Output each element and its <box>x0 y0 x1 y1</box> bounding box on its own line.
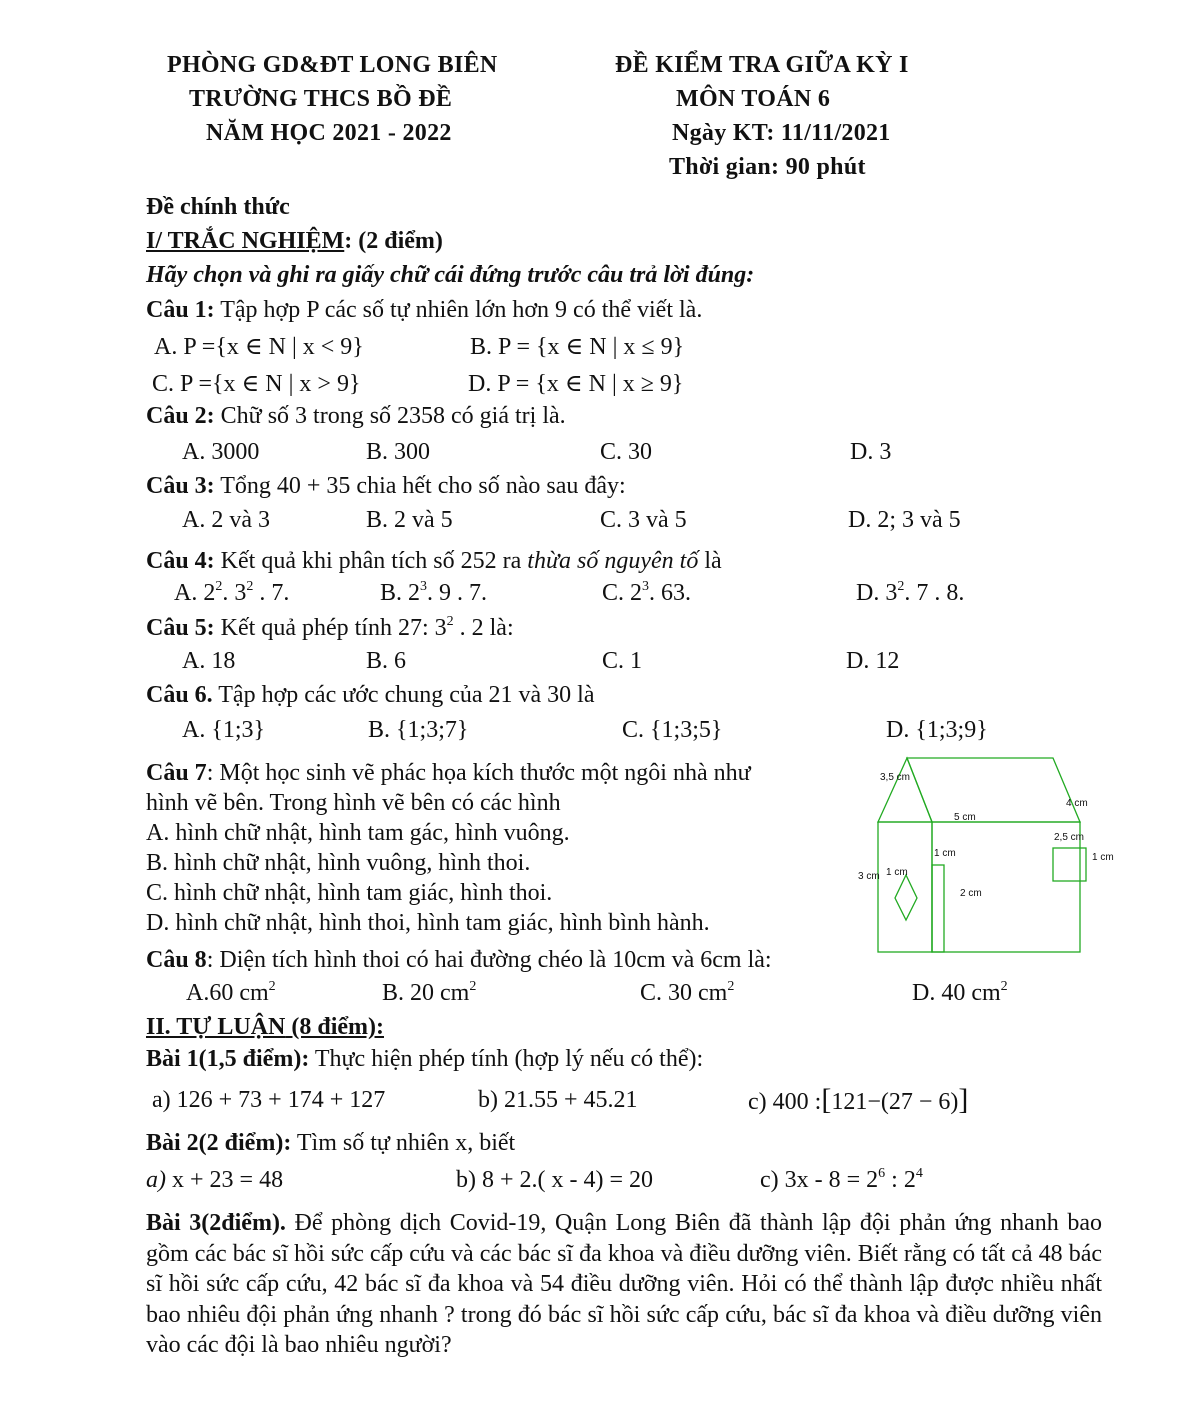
part2-heading <box>146 1012 384 1042</box>
exercise-label: Bài 1(1,5 điểm): <box>146 1046 310 1072</box>
left-bracket: [ <box>821 1083 832 1116</box>
expression-text: c) 3x - 8 = 2 <box>760 1167 879 1193</box>
q8-option-a <box>186 978 276 1008</box>
exercise-2 <box>146 1128 515 1158</box>
exponent: 6 <box>878 1166 886 1181</box>
question-label: Câu 4: <box>146 548 215 574</box>
exponent: 2 <box>215 579 223 594</box>
ex1-part-b: b) 21.55 + 45.21 <box>478 1087 638 1113</box>
question-text: Chữ số 3 trong số 2358 có giá trị là. <box>214 403 566 429</box>
q7-option-b: B. hình chữ nhật, hình vuông, hình thoi. <box>146 850 531 876</box>
department-name: PHÒNG GD&ĐT LONG BIÊN <box>167 52 498 78</box>
question-7 <box>146 758 751 788</box>
question-text: Tập hợp P các số tự nhiên lớn hơn 9 có thể viết là. <box>214 297 703 323</box>
right-bracket: ] <box>958 1083 969 1116</box>
question-label: Câu 8 <box>146 947 207 973</box>
q6-option-c: C. {1;3;5} <box>622 717 723 743</box>
q7-option-d: D. hình chữ nhật, hình thoi, hình tam giác, hình bình hành. <box>146 910 710 936</box>
expression-text: x + 23 = 48 <box>166 1167 284 1193</box>
q3-option-d: D. 2; 3 và 5 <box>848 507 961 533</box>
label-roof-width: 5 cm <box>954 812 976 823</box>
question-4 <box>146 546 722 576</box>
q2-option-a: A. 3000 <box>182 439 260 465</box>
house-front-wall <box>878 822 932 952</box>
question-5 <box>146 613 514 643</box>
exponent: 2 <box>246 579 254 594</box>
house-door <box>932 865 944 952</box>
expression-text: c) 400 : <box>748 1089 822 1115</box>
q6-option-b: B. {1;3;7} <box>368 717 469 743</box>
option-text: C. 30 cm <box>640 980 728 1006</box>
option-text: . 7. <box>253 580 290 606</box>
exercise-label: Bài 2(2 điểm): <box>146 1130 292 1156</box>
q8-option-c <box>640 978 734 1008</box>
question-1 <box>146 295 702 325</box>
q3-option-a: A. 2 và 3 <box>182 507 270 533</box>
question-text: Kết quả khi phân tích số 252 ra <box>214 548 528 574</box>
option-text: C. 2 <box>602 580 643 606</box>
option-text: . 3 <box>222 580 247 606</box>
question-text-end: . 2 là: <box>453 615 514 641</box>
exercise-label: Bài 3(2điểm). <box>146 1210 286 1236</box>
label-wall-height: 2,5 cm <box>1054 832 1085 843</box>
exponent: 3 <box>642 579 650 594</box>
option-text: A.60 cm <box>186 980 269 1006</box>
q1-option-a: A. P ={x ∈ N | x < 9} <box>154 334 364 360</box>
option-text: D. 40 cm <box>912 980 1001 1006</box>
exercise-text: Để phòng dịch Covid-19, Quận Long Biên đã thành lập đội phản ứng nhanh bao gồm các bác sĩ hồi sức cấp cứu và các bác sĩ đa khoa và điều dưỡng viên. Biết rằng có tất cả 48 bác sĩ hồi sức cấp cứu, 42 bác sĩ đa khoa và 54 điều dưỡng viên. Hỏi có thể thành lập được nhiều nhất bao nhiêu đội phản ứng nhanh ? trong đó bác sĩ hồi sức cấp cứu, bác sĩ đa khoa và điều dưỡng viên vào các đội là bao nhiêu người? <box>146 1210 1102 1358</box>
q5-option-a: A. 18 <box>182 648 236 674</box>
question-label: Câu 6. <box>146 682 213 708</box>
q6-option-a: A. {1;3} <box>182 717 266 743</box>
question-text: Tổng 40 + 35 chia hết cho số nào sau đây: <box>214 473 626 499</box>
question-7-line2: hình vẽ bên. Trong hình vẽ bên có các hình <box>146 790 561 816</box>
q4-option-d <box>856 578 964 608</box>
q3-option-c: C. 3 và 5 <box>600 507 687 533</box>
q7-option-a: A. hình chữ nhật, hình tam gác, hình vuông. <box>146 820 570 846</box>
label-door-width: 1 cm <box>934 848 956 859</box>
option-text: . 7 . 8. <box>904 580 965 606</box>
school-year: NĂM HỌC 2021 - 2022 <box>206 120 452 146</box>
school-name: TRƯỜNG THCS BỒ ĐỀ <box>189 86 453 112</box>
question-text: : Diện tích hình thoi có hai đường chéo là 10cm và 6cm là: <box>206 947 772 973</box>
ex1-part-a: a) 126 + 73 + 174 + 127 <box>152 1087 386 1113</box>
exam-date: Ngày KT: 11/11/2021 <box>672 120 891 146</box>
exponent: 2 <box>446 614 454 629</box>
label-rhombus-side: 1 cm <box>886 867 908 878</box>
q6-option-d: D. {1;3;9} <box>886 717 988 743</box>
question-text-italic: thừa số nguyên tố <box>527 548 699 574</box>
question-3 <box>146 471 626 501</box>
official-label: Đề chính thức <box>146 194 290 220</box>
q5-option-c: C. 1 <box>602 648 643 674</box>
q8-option-b <box>382 978 476 1008</box>
q4-option-a <box>174 578 289 608</box>
label-door-height: 2 cm <box>960 888 982 899</box>
q2-option-c: C. 30 <box>600 439 653 465</box>
option-text: . 63. <box>649 580 692 606</box>
ex2-part-a <box>146 1165 283 1195</box>
question-text: : Một học sinh vẽ phác họa kích thước một ngôi nhà như <box>206 760 751 786</box>
exponent: 2 <box>1000 979 1008 994</box>
q7-option-c: C. hình chữ nhật, hình tam giác, hình thoi. <box>146 880 553 906</box>
label-window-side: 1 cm <box>1092 852 1114 863</box>
part2-heading-suffix: (8 điểm): <box>285 1014 384 1040</box>
question-6 <box>146 680 595 710</box>
house-figure <box>850 758 1114 958</box>
q5-option-d: D. 12 <box>846 648 900 674</box>
q4-option-c <box>602 578 691 608</box>
q2-option-b: B. 300 <box>366 439 431 465</box>
q1-option-c: C. P ={x ∈ N | x > 9} <box>152 371 361 397</box>
option-text: B. 2 <box>380 580 421 606</box>
label-front-height: 3 cm <box>858 871 880 882</box>
question-text: Tập hợp các ước chung của 21 và 30 là <box>212 682 595 708</box>
part1-heading-prefix: I/ <box>146 228 163 254</box>
subject: MÔN TOÁN 6 <box>676 86 831 112</box>
q8-option-d <box>912 978 1008 1008</box>
part1-heading <box>146 226 443 256</box>
exercise-text: Thực hiện phép tính (hợp lý nếu có thể): <box>309 1046 704 1072</box>
label-roof-slant: 3,5 cm <box>880 772 911 783</box>
exponent: 4 <box>915 1166 923 1181</box>
option-text: . 9 . 7. <box>427 580 488 606</box>
q1-option-d: D. P = {x ∈ N | x ≥ 9} <box>468 371 684 397</box>
part-label: a) <box>146 1167 166 1193</box>
question-2 <box>146 401 566 431</box>
question-text: Kết quả phép tính 27: 3 <box>214 615 447 641</box>
house-rhombus-window <box>895 875 917 920</box>
exercise-text: Tìm số tự nhiên x, biết <box>291 1130 516 1156</box>
house-gable-triangle <box>878 758 932 822</box>
house-square-window <box>1053 848 1086 881</box>
question-label: Câu 7 <box>146 760 207 786</box>
exercise-1 <box>146 1044 703 1074</box>
exponent: 2 <box>727 979 735 994</box>
question-label: Câu 1: <box>146 297 215 323</box>
part2-heading-main: II. TỰ LUẬN <box>146 1014 286 1040</box>
expression-text: 121−(27 − 6) <box>831 1089 959 1115</box>
part1-instruction: Hãy chọn và ghi ra giấy chữ cái đứng trước câu trả lời đúng: <box>146 262 755 288</box>
ex1-part-c <box>748 1085 968 1117</box>
ex2-part-b: b) 8 + 2.( x - 4) = 20 <box>456 1167 654 1193</box>
q5-option-b: B. 6 <box>366 648 407 674</box>
option-text: D. 3 <box>856 580 898 606</box>
exercise-3 <box>146 1208 1102 1361</box>
option-text: B. 20 cm <box>382 980 470 1006</box>
exam-duration: Thời gian: 90 phút <box>669 154 866 180</box>
q4-option-b <box>380 578 487 608</box>
question-label: Câu 5: <box>146 615 215 641</box>
question-text-end: là <box>698 548 722 574</box>
exponent: 3 <box>420 579 428 594</box>
expression-text: : 2 <box>885 1167 916 1193</box>
q3-option-b: B. 2 và 5 <box>366 507 453 533</box>
part1-heading-suffix: : (2 điểm) <box>344 228 443 254</box>
q2-option-d: D. 3 <box>850 439 892 465</box>
ex2-part-c <box>760 1165 923 1195</box>
question-label: Câu 2: <box>146 403 215 429</box>
exponent: 2 <box>469 979 477 994</box>
option-text: A. 2 <box>174 580 216 606</box>
label-roof-side: 4 cm <box>1066 798 1088 809</box>
exam-title: ĐỀ KIỂM TRA GIỮA KỲ I <box>615 52 909 78</box>
q1-option-b: B. P = {x ∈ N | x ≤ 9} <box>470 334 685 360</box>
question-label: Câu 3: <box>146 473 215 499</box>
part1-heading-main: TRẮC NGHIỆM <box>162 228 345 254</box>
exponent: 2 <box>268 979 276 994</box>
house-roof-parallelogram <box>907 758 1080 822</box>
question-8 <box>146 945 772 975</box>
exponent: 2 <box>897 579 905 594</box>
